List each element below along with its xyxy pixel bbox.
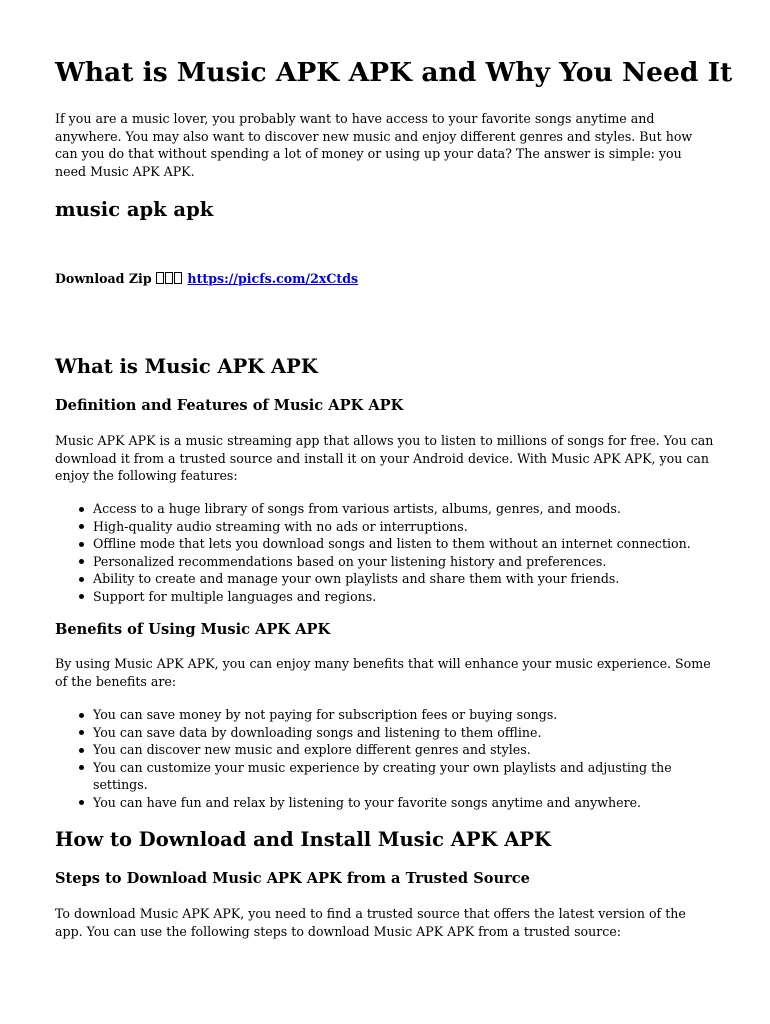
page-title: What is Music APK APK and Why You Need It: [55, 57, 733, 88]
section-what-is: [55, 355, 715, 379]
download-label: Download Zip: [55, 271, 152, 286]
intro-paragraph: If you are a music lover, you probably want to have access to your favorite songs anytime and anywhere. You may also want to discover new music and enjoy different genres and styles. But how can you do that without spending a lot of money or using up your data? The answer is simple: you need Music APK APK.: [55, 111, 693, 179]
subsection-steps: [55, 869, 715, 889]
benefits-paragraph: By using Music APK APK, you can enjoy many benefits that will enhance your music experience. Some of the benefits are:: [55, 656, 711, 689]
benefits-list: [55, 706, 715, 811]
list-item: Personalized recommendations based on your listening history and preferences.: [93, 553, 715, 571]
subsection-heading-definition: Definition and Features of Music APK APK: [55, 397, 404, 414]
benefits-paragraph-block: [55, 655, 715, 690]
section-how-to: [55, 828, 715, 852]
keyword-heading: music apk apk: [55, 198, 214, 221]
subsection-heading-benefits: Benefits of Using Music APK APK: [55, 621, 331, 638]
download-line: [55, 270, 715, 287]
subsection-definition: [55, 396, 715, 416]
list-item: Access to a huge library of songs from various artists, albums, genres, and moods.: [93, 500, 715, 518]
steps-paragraph-block: [55, 905, 715, 940]
list-item: You can discover new music and explore different genres and styles.: [93, 741, 715, 759]
section-heading-what-is: What is Music APK APK: [55, 355, 318, 378]
list-item: You can have fun and relax by listening to your favorite songs anytime and anywhere.: [93, 794, 715, 812]
section-heading-how-to: How to Download and Install Music APK APK: [55, 828, 552, 851]
list-item: Support for multiple languages and regions.: [93, 588, 715, 606]
list-item: Offline mode that lets you download songs and listen to them without an internet connection.: [93, 535, 715, 553]
list-item: You can save money by not paying for subscription fees or buying songs.: [93, 706, 715, 724]
intro-paragraph-block: [55, 110, 715, 180]
definition-paragraph: Music APK APK is a music streaming app that allows you to listen to millions of songs for free. You can download it from a trusted source and install it on your Android device. With Music APK APK, you can enjoy the following features:: [55, 433, 714, 483]
list-item: You can save data by downloading songs and listening to them offline.: [93, 724, 715, 742]
subsection-heading-steps: Steps to Download Music APK APK from a Trusted Source: [55, 870, 530, 887]
features-list-block: [55, 500, 715, 605]
definition-paragraph-block: [55, 432, 715, 485]
keyword-heading-block: [55, 198, 715, 222]
list-item: High-quality audio streaming with no ads or interruptions.: [93, 518, 715, 536]
missing-glyph-icon: [156, 270, 183, 287]
subsection-benefits: [55, 620, 715, 640]
list-item: You can customize your music experience by creating your own playlists and adjusting the settings.: [93, 759, 715, 794]
features-list: [55, 500, 715, 605]
list-item: Ability to create and manage your own playlists and share them with your friends.: [93, 570, 715, 588]
benefits-list-block: [55, 706, 715, 811]
download-link[interactable]: https://picfs.com/2xCtds: [187, 271, 359, 286]
steps-paragraph: To download Music APK APK, you need to find a trusted source that offers the latest version of the app. You can use the following steps to download Music APK APK from a trusted source:: [55, 906, 686, 939]
